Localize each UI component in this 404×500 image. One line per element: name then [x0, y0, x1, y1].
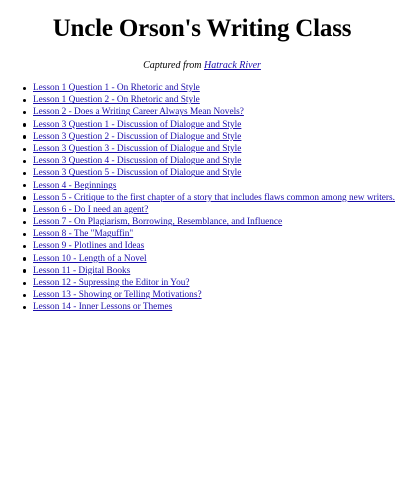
list-item: [0, 143, 395, 155]
list-item: [0, 216, 395, 228]
lesson-link[interactable]: Lesson 6 - Do I need an agent?: [33, 204, 149, 215]
lesson-link[interactable]: Lesson 3 Question 5 - Discussion of Dialogue and Style: [33, 168, 242, 179]
captured-from-line: [0, 59, 404, 72]
list-item: [0, 240, 395, 252]
list-item: [0, 192, 395, 204]
lesson-link[interactable]: Lesson 2 - Does a Writing Career Always Mean Novels?: [33, 107, 244, 118]
bullet-icon: [23, 160, 26, 163]
list-item: [0, 82, 395, 94]
lesson-link[interactable]: Lesson 3 Question 3 - Discussion of Dialogue and Style: [33, 143, 242, 154]
lesson-link[interactable]: Lesson 3 Question 1 - Discussion of Dialogue and Style: [33, 119, 242, 130]
bullet-icon: [23, 245, 26, 248]
lesson-link[interactable]: Lesson 1 Question 2 - On Rhetoric and Style: [33, 95, 200, 106]
lesson-link[interactable]: Lesson 5 - Critique to the first chapter of a story that includes flaws common among new writers.: [33, 192, 395, 203]
lesson-link[interactable]: Lesson 9 - Plotlines and Ideas: [33, 241, 145, 252]
list-item: [0, 301, 395, 313]
bullet-icon: [23, 148, 26, 151]
bullet-icon: [23, 135, 26, 138]
lesson-link[interactable]: Lesson 8 - The "Maguffin": [33, 229, 134, 240]
bullet-icon: [23, 269, 26, 272]
lesson-link[interactable]: Lesson 14 - Inner Lessons or Themes: [33, 302, 173, 313]
bullet-icon: [23, 87, 26, 90]
list-item: [0, 228, 395, 240]
bullet-icon: [23, 172, 26, 175]
lesson-link[interactable]: Lesson 4 - Beginnings: [33, 180, 117, 191]
list-item: [0, 253, 395, 265]
lesson-link[interactable]: Lesson 13 - Showing or Telling Motivations?: [33, 290, 202, 301]
bullet-icon: [23, 111, 26, 114]
bullet-icon: [23, 257, 26, 260]
list-item: [0, 131, 395, 143]
bullet-icon: [23, 123, 26, 126]
list-item: [0, 289, 395, 301]
bullet-icon: [23, 99, 26, 102]
list-item: [0, 277, 395, 289]
lesson-link[interactable]: Lesson 3 Question 2 - Discussion of Dialogue and Style: [33, 131, 242, 142]
list-item: [0, 94, 395, 106]
lesson-list: [0, 82, 395, 314]
list-item: [0, 119, 395, 131]
bullet-icon: [23, 282, 26, 285]
list-item: [0, 265, 395, 277]
bullet-icon: [23, 294, 26, 297]
list-item: [0, 167, 395, 179]
bullet-icon: [23, 233, 26, 236]
lesson-link[interactable]: Lesson 3 Question 4 - Discussion of Dialogue and Style: [33, 156, 242, 167]
lesson-link[interactable]: Lesson 12 - Supressing the Editor in You?: [33, 278, 190, 288]
list-item: [0, 204, 395, 216]
hatrack-river-link[interactable]: Hatrack River: [204, 60, 261, 71]
list-item: [0, 180, 395, 192]
list-item: [0, 106, 395, 118]
captured-prefix: Captured from: [143, 60, 202, 71]
bullet-icon: [23, 221, 26, 224]
bullet-icon: [23, 306, 26, 309]
lesson-link[interactable]: Lesson 1 Question 1 - On Rhetoric and Style: [33, 83, 200, 93]
lesson-link[interactable]: Lesson 11 - Digital Books: [33, 265, 131, 276]
list-item: [0, 155, 395, 167]
bullet-icon: [23, 208, 26, 211]
lesson-link[interactable]: Lesson 7 - On Plagiarism, Borrowing, Resemblance, and Influence: [33, 217, 283, 228]
lesson-link[interactable]: Lesson 10 - Length of a Novel: [33, 253, 147, 264]
page-title: Uncle Orson's Writing Class: [52, 15, 352, 42]
bullet-icon: [23, 196, 26, 199]
bullet-icon: [23, 184, 26, 187]
